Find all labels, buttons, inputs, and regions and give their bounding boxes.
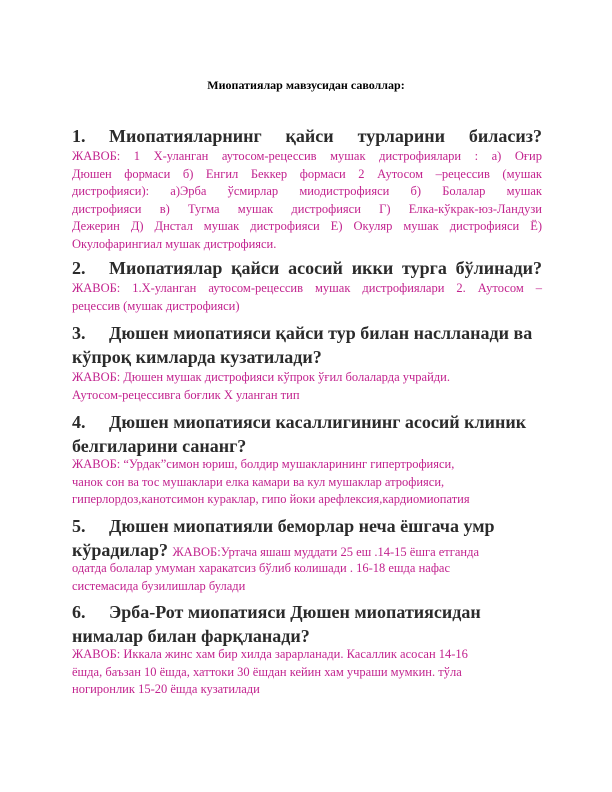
answer-inline: ЖАВОБ:Уртача яшаш муддати 25 еш .14-15 ёшга етганда	[172, 545, 480, 559]
question-2	[72, 256, 542, 280]
question-number: 5.	[72, 516, 86, 536]
question-3	[72, 321, 542, 369]
question-text: Миопатиялар қайси асосий икки турга бўлинади?	[109, 258, 542, 278]
question-text-line: кўпроқ кимларда кузатилади?	[72, 347, 322, 367]
question-text-line: кўрадилар?	[72, 540, 168, 560]
answer-3	[72, 369, 542, 404]
answer-4	[72, 456, 542, 509]
answer-line: Окулофарингиал мушак дистрофияси.	[72, 236, 277, 251]
question-4	[72, 410, 542, 458]
answer-line: ЖАВОБ: “Урдак”симон юриш, болдир мушакларининг гипертрофияси,	[72, 457, 455, 471]
answer-line: ёшда, баъзан 10 ёшда, хаттоки 30 ёшдан кейин хам учраши мумкин. тўла	[72, 664, 462, 679]
answer-line: дистрофияси в) Тугма мушак дистрофияси Г) Елка-кўкрак-юз-Ландузи	[72, 201, 542, 216]
question-6	[72, 600, 542, 648]
answer-6	[72, 646, 542, 699]
answer-line: Аутосом-рецессивга боғлик X уланган тип	[72, 387, 300, 402]
question-text-line: белгиларини сананг?	[72, 436, 247, 456]
question-text-line: нималар билан фарқланади?	[72, 626, 310, 646]
question-number: 2.	[72, 258, 86, 278]
answer-line: ЖАВОБ: Дюшен мушак дистрофияси кўпрок ўғил болаларда учрайди.	[72, 370, 450, 384]
question-1	[72, 124, 542, 148]
question-text: Миопатияларнинг қайси турларини биласиз?	[109, 126, 542, 146]
question-number: 6.	[72, 602, 86, 622]
answer-line: Дежерин Д) Днстал мушак дистрофияси Е) Окуляр мушак дистрофияси Ё)	[72, 219, 542, 234]
answer-line: ЖАВОБ: 1.X-уланган аутосом-рецессив мушак дистрофиялари 2. Аутосом –	[72, 281, 542, 295]
question-text-line: Дюшен миопатияси қайси тур билан наслланади ва	[109, 323, 533, 343]
answer-line: ЖАВОБ: Иккала жинс хам бир хилда зарарланади. Касаллик асосан 14-16	[72, 647, 468, 661]
question-number: 3.	[72, 323, 86, 343]
question-text-line: Дюшен миопатияси касаллигининг асосий клиник	[109, 412, 527, 432]
answer-line: дистрофияси): а)Эрба ўсмирлар миодистрофияси б) Болалар мушак	[72, 184, 542, 199]
answer-line: чанок сон ва тос мушаклари елка камари ва кул мушаклар атрофияси,	[72, 474, 445, 489]
answer-line: ЖАВОБ: 1 X-уланган аутосом-рецессив мушак дистрофиялари : а) Оғир	[72, 149, 542, 163]
question-5	[72, 514, 542, 564]
answer-2	[72, 280, 542, 315]
answer-5	[72, 560, 542, 595]
question-text-line: Эрба-Рот миопатияси Дюшен миопатиясидан	[109, 602, 481, 622]
question-number: 1.	[72, 126, 86, 146]
answer-line: Дюшен формаси б) Енгил Беккер формаси 2 Аутосом –рецессив (мушак	[72, 166, 542, 181]
page-title: Миопатиялар мавзусидан саволлар:	[207, 78, 405, 92]
answer-line: одатда болалар умуман харакатсиз бўлиб колишади . 16-18 ешда нафас	[72, 561, 451, 575]
answer-line: гиперлордоз,канотсимон кураклар, гипо йоки арефлексия,кардиомиопатия	[72, 492, 470, 507]
answer-1	[72, 148, 542, 254]
answer-line: системасида бузилишлар булади	[72, 578, 246, 593]
answer-line: ногиронлик 15-20 ёшда кузатилади	[72, 682, 260, 697]
answer-line: рецессив (мушак дистрофияси)	[72, 298, 240, 313]
question-number: 4.	[72, 412, 86, 432]
question-text-line: Дюшен миопатияли беморлар неча ёшгача умр	[109, 516, 495, 536]
